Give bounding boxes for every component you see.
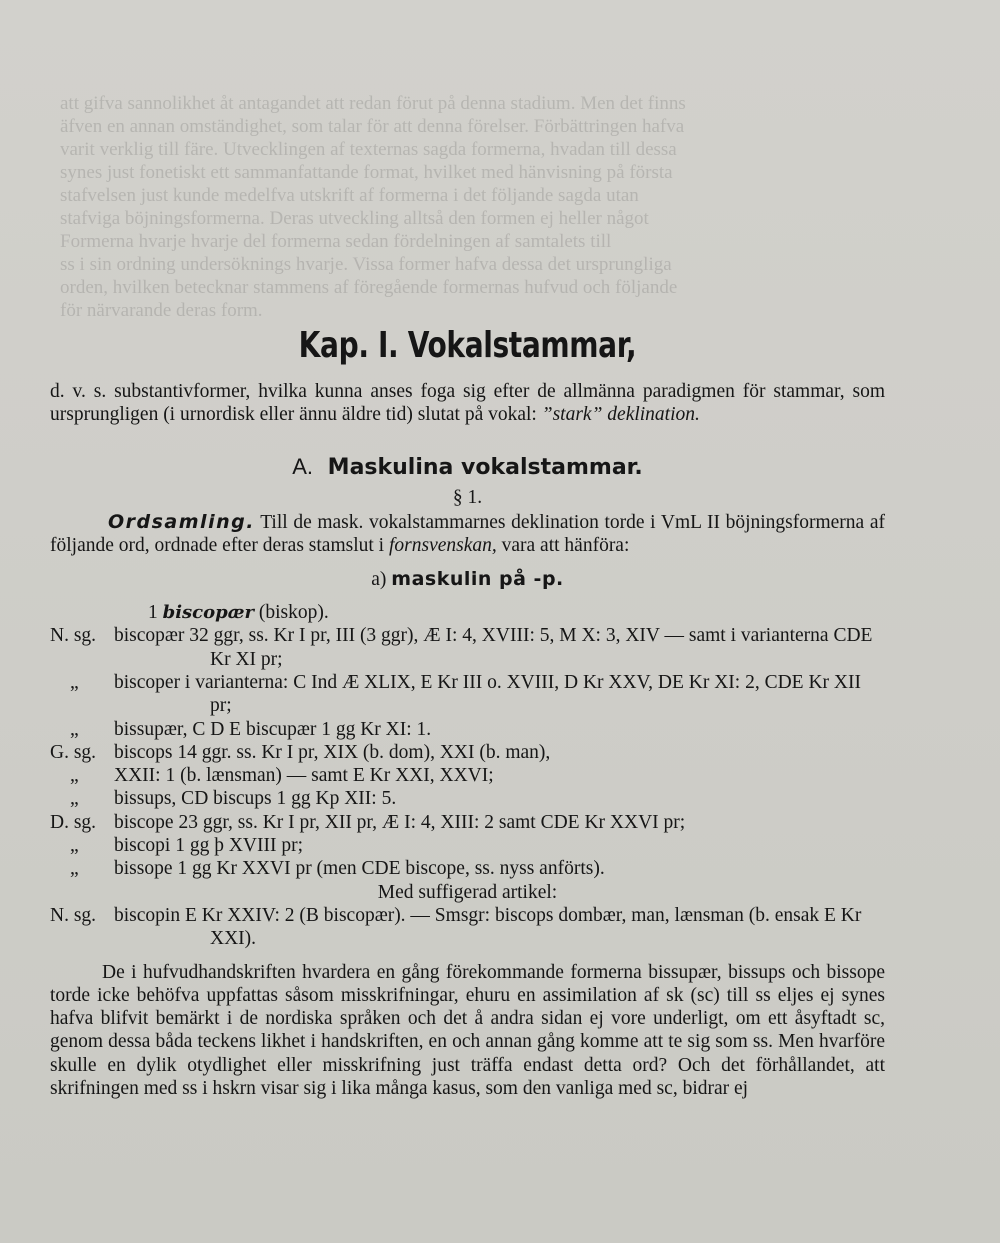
- citation-row: [50, 811, 885, 834]
- intro-paragraph: [50, 380, 885, 427]
- citation-row: [50, 741, 885, 764]
- case-label: N. sg.: [50, 625, 97, 647]
- suffix-heading: Med suffigerad artikel:: [377, 881, 558, 903]
- ditto-mark: „: [70, 671, 79, 693]
- ditto-mark: „: [70, 718, 79, 740]
- ditto-mark: „: [70, 765, 79, 787]
- ordsamling-italic: fornsvenskan,: [388, 535, 497, 557]
- lemma-line: [50, 601, 885, 624]
- citation-list: [50, 624, 885, 880]
- citation-row: [50, 787, 885, 810]
- citation-row-last: [50, 904, 885, 951]
- citation-text: biscopær 32 ggr, ss. Kr I pr, III (3 ggr), Æ I: 4, XVIII: 5, M X: 3, XIV — samt i varianterna CDE Kr XI pr;: [114, 625, 873, 670]
- page-body: [50, 326, 885, 1100]
- citation-text: biscope 23 ggr, ss. Kr I pr, XII pr, Æ I: 4, XIII: 2 samt CDE Kr XXVI pr;: [114, 811, 686, 833]
- section-heading: [50, 455, 885, 480]
- intro-italic: ”stark” deklination.: [541, 404, 700, 426]
- ordsamling-paragraph: [50, 511, 885, 558]
- case-label: N. sg.: [50, 904, 97, 926]
- citation-text: bissope 1 gg Kr XXVI pr (men CDE biscope, ss. nyss anförts).: [114, 858, 605, 880]
- ordsamling-text-2: vara att hänföra:: [496, 535, 630, 557]
- citation-text: bissupær, C D E biscupær 1 gg Kr XI: 1.: [114, 718, 432, 740]
- ditto-mark: „: [70, 835, 79, 857]
- bleed-through-text: att gifva sannolikhet åt antagandet att redan förut på denna stadium. Men det finns äfven en annan omständighet, som talar för att denna förelser. Förbättringen hafva varit verklig till färe. Utvecklingen af texternas sagda formerna, hvadan till dessa synes just fonetiskt ett sammanfattande format, hvilket med hänvisning på första stafvelsen just kunde medelfva utskrift af formerna i det följande sagda utan stafviga böjningsformerna. Deras utveckling alltså den formen ej heller något Formerna hvarje hvarje del formerna sedan fördelningen af samtalets till ss i sin ordning undersöknings hvarje. Vissa former hafva dessa det ursprungliga orden, hvilken betecknar stammens af föregående formernas hufvud och följande för närvarande deras form.: [60, 93, 686, 321]
- citation-row: [50, 718, 885, 741]
- section-letter: A.: [292, 453, 314, 479]
- citation-row: [50, 624, 885, 671]
- case-label: G. sg.: [50, 741, 97, 763]
- lemma-gloss: (biskop).: [254, 602, 329, 624]
- citation-text: biscopi 1 gg þ XVIII pr;: [114, 835, 304, 857]
- closing-paragraph: De i hufvudhandskriften hvardera en gång förekommande formerna bissupær, bissups och bissope torde icke behöfva uppfattas såsom misskrifningar, ehuru en assimilation af sk (sc) till ss eljes ej synes hafva blifvit bemärkt i de nordiska språken och det å andra sidan ej vore underligt, om ett åsyftadt sc, genom dessa båda teckens likhet i handskriften, en och annan gång komme att te sig som ss. Men hvarföre skulle en dylik otydlighet eller misskrifning just träffa endast detta ord? Och det förhållandet, att skrifningen med ss i hskrn visar sig i lika många kasus, som den vanliga med sc, bidrar ej: [50, 961, 885, 1100]
- citation-text: biscoper i varianterna: C Ind Æ XLIX, E Kr III o. XVIII, D Kr XXV, DE Kr XI: 2, CDE Kr XII pr;: [114, 671, 861, 717]
- citation-row: [50, 857, 885, 880]
- intro-text: d. v. s. substantivformer, hvilka kunna anses foga sig efter de allmänna paradigmen för stammar, som ursprungligen (i urnordisk eller ännu äldre tid) slutat på vokal:: [50, 381, 885, 426]
- sub-heading-bold: maskulin på -p.: [391, 567, 564, 590]
- case-label: D. sg.: [50, 811, 97, 833]
- lemma-number: 1: [148, 602, 163, 624]
- ordsamling-label: Ordsamling.: [108, 511, 255, 534]
- paragraph-number: § 1.: [452, 486, 483, 508]
- section-title: Maskulina vokalstammar.: [327, 454, 643, 480]
- citation-text: biscopin E Kr XXIV: 2 (B biscopær). — Smsgr: biscops dombær, man, lænsman (b. ensak E Kr XXI).: [114, 904, 862, 950]
- citation-text: XXII: 1 (b. lænsman) — samt E Kr XXI, XXVI;: [114, 765, 494, 787]
- citation-row: [50, 834, 885, 857]
- chapter-title: Kap. I. Vokalstammar,: [298, 325, 637, 366]
- citation-row: [50, 671, 885, 718]
- lemma-word: biscopær: [162, 602, 254, 624]
- ordsamling-text-1: Till de mask. vokalstammarnes deklination torde i VmL II böjningsformerna af följande ord, ordnade efter deras stamslut i: [50, 512, 885, 557]
- ditto-mark: „: [70, 788, 79, 810]
- ditto-mark: „: [70, 858, 79, 880]
- citation-text: bissups, CD biscups 1 gg Kp XII: 5.: [114, 788, 397, 810]
- citation-row: [50, 764, 885, 787]
- citation-text: biscops 14 ggr. ss. Kr I pr, XIX (b. dom), XXI (b. man),: [114, 741, 551, 763]
- sub-heading: [50, 568, 885, 591]
- sub-heading-prefix: a): [371, 568, 392, 590]
